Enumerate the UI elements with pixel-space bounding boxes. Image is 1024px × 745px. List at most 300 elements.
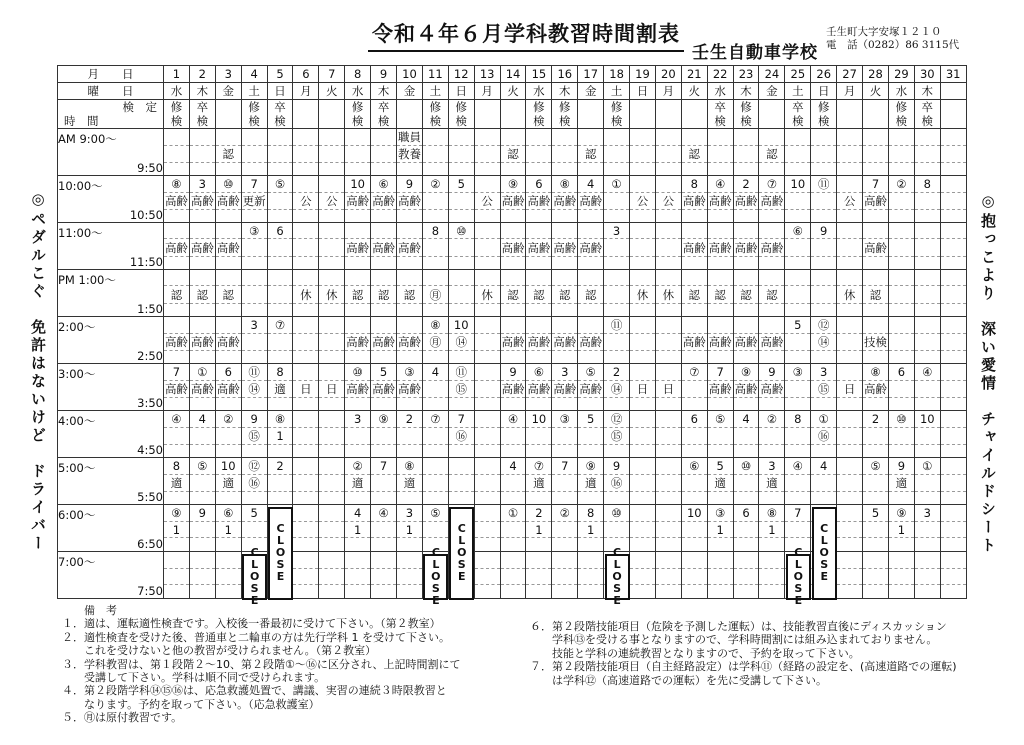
slot-gap xyxy=(241,398,267,411)
slot-gap xyxy=(578,398,604,411)
slot-top xyxy=(655,270,681,286)
slot-gap xyxy=(552,538,578,552)
slot-bottom xyxy=(604,381,630,398)
slot-top xyxy=(526,364,552,381)
slot-bottom xyxy=(164,239,190,256)
slot-value: ⑧ xyxy=(870,365,881,379)
school-address xyxy=(826,26,959,52)
slot-gap xyxy=(397,445,423,458)
slot-gap xyxy=(397,210,423,223)
slot-value: 高齢 xyxy=(734,382,758,396)
slot-value: 8 xyxy=(587,505,595,520)
slot-bottom xyxy=(215,568,241,585)
slot-top xyxy=(914,411,940,428)
slot-value: 高齢 xyxy=(190,335,214,349)
note-line: ３．学科教習は、第１段階２～10、第２段階①～⑯に区分され、上記時間割にて xyxy=(62,657,461,671)
slot-bottom xyxy=(552,381,578,398)
slot-top xyxy=(526,411,552,428)
slot-value: ⑩ xyxy=(740,459,752,473)
side-slogan-left: ◎ペダルこぐ 免許はないけど ドライバー xyxy=(29,190,47,553)
slot-value: ④ xyxy=(378,505,389,520)
day-number: 18 xyxy=(604,66,630,83)
close-letter: O xyxy=(275,546,286,559)
slot-top xyxy=(837,364,863,381)
close-letter: E xyxy=(250,593,259,607)
slot-gap xyxy=(863,585,889,599)
slot-bottom xyxy=(914,146,940,163)
slot-gap xyxy=(733,351,759,364)
slot-bottom xyxy=(474,381,500,398)
slot-gap xyxy=(759,398,785,411)
slot-bottom xyxy=(241,428,267,445)
slot-gap xyxy=(914,538,940,552)
slot-value: 適 xyxy=(895,476,908,490)
slot-gap xyxy=(863,351,889,364)
slot-bottom xyxy=(604,521,630,538)
slot-gap xyxy=(164,163,190,176)
slot-top xyxy=(630,458,656,475)
slot-gap xyxy=(681,351,707,364)
slot-gap xyxy=(319,492,345,505)
slot-bottom xyxy=(500,475,526,492)
slot-top xyxy=(940,505,966,522)
slot-top xyxy=(474,129,500,146)
slot-bottom xyxy=(888,334,914,351)
slot-top xyxy=(164,411,190,428)
day-number: 4 xyxy=(241,66,267,83)
slot-top xyxy=(759,505,785,522)
slot-gap xyxy=(578,351,604,364)
slot-top xyxy=(397,270,423,286)
slot-bottom xyxy=(215,286,241,303)
kentei-cell xyxy=(707,100,733,129)
slot-top xyxy=(448,129,474,146)
kentei-value: 修検 xyxy=(351,100,364,128)
period-start: 3:00～ xyxy=(58,367,96,381)
slot-gap xyxy=(811,303,837,316)
slot-value: 8 xyxy=(690,177,698,191)
note-line: なります。予約を取って下さい。（応急救護室） xyxy=(62,697,320,711)
slot-gap xyxy=(655,303,681,316)
slot-top xyxy=(630,505,656,522)
slot-top xyxy=(914,176,940,193)
slot-value: ⑥ xyxy=(689,459,700,473)
close-letter: S xyxy=(276,558,285,571)
weekday: 土 xyxy=(785,83,811,100)
slot-top xyxy=(164,129,190,146)
slot-top xyxy=(164,317,190,334)
slot-bottom xyxy=(164,286,190,303)
slot-gap xyxy=(371,303,397,316)
slot-value: 公 xyxy=(662,194,675,208)
slot-gap xyxy=(345,210,371,223)
slot-gap xyxy=(888,538,914,552)
slot-value: ① xyxy=(507,505,519,520)
slot-value: 高齢 xyxy=(579,382,603,396)
slot-bottom xyxy=(164,475,190,492)
close-letter: C xyxy=(276,522,285,535)
slot-gap xyxy=(914,210,940,223)
slot-value: 日 xyxy=(636,382,649,396)
slot-value: ⑥ xyxy=(223,505,234,520)
slot-top xyxy=(655,505,681,522)
kentei-cell xyxy=(267,100,293,129)
slot-gap xyxy=(345,492,371,505)
slot-gap xyxy=(940,398,966,411)
slot-value: 高齢 xyxy=(682,240,706,255)
weekday xyxy=(940,83,966,100)
slot-value: ⑨ xyxy=(171,505,182,520)
slot-bottom xyxy=(397,239,423,256)
slot-value: ⑪ xyxy=(248,365,260,379)
slot-value: 7 xyxy=(250,177,258,191)
slot-gap xyxy=(914,351,940,364)
slot-bottom xyxy=(914,428,940,445)
slot-bottom xyxy=(811,286,837,303)
slot-gap xyxy=(888,303,914,316)
period-end: 1:50 xyxy=(137,302,163,316)
slot-bottom xyxy=(940,381,966,398)
slot-value: 高齢 xyxy=(397,240,421,255)
close-letter: C xyxy=(457,522,466,535)
slot-value: ⑤ xyxy=(197,459,208,473)
slot-top xyxy=(267,223,293,239)
slot-gap xyxy=(552,398,578,411)
slot-bottom xyxy=(371,568,397,585)
close-letter: L xyxy=(432,557,440,571)
slot-bottom xyxy=(759,475,785,492)
slot-top xyxy=(888,411,914,428)
slot-gap xyxy=(655,210,681,223)
slot-gap xyxy=(474,256,500,269)
slot-top xyxy=(474,223,500,239)
slot-gap xyxy=(397,585,423,599)
slot-gap xyxy=(914,303,940,316)
kentei-value: 修検 xyxy=(429,100,442,128)
slot-bottom xyxy=(552,334,578,351)
slot-value: ⑤ xyxy=(870,459,881,473)
slot-top xyxy=(164,223,190,239)
slot-gap xyxy=(474,210,500,223)
slot-gap xyxy=(630,585,656,599)
slot-bottom xyxy=(707,334,733,351)
slot-top xyxy=(604,411,630,428)
weekday: 木 xyxy=(733,83,759,100)
slot-value: 適 xyxy=(222,476,234,490)
slot-value: ⑦ xyxy=(430,412,441,426)
slot-top xyxy=(293,364,319,381)
slot-bottom xyxy=(604,428,630,445)
slot-bottom xyxy=(526,521,552,538)
kentei-value: 修検 xyxy=(455,100,467,128)
close-marker xyxy=(268,507,293,600)
slot-gap xyxy=(655,585,681,599)
note-line: ２．適性検査を受けた後、普通車と二輪車の方は先行学科 1 を受けて下さい。 xyxy=(62,630,450,644)
slot-bottom xyxy=(914,475,940,492)
slot-top xyxy=(552,223,578,239)
slot-value: 公 xyxy=(326,194,338,208)
slot-bottom xyxy=(189,568,215,585)
slot-value: 5 xyxy=(250,505,258,520)
slot-bottom xyxy=(707,568,733,585)
slot-value: ⑨ xyxy=(896,505,907,520)
slot-value: 4 xyxy=(820,459,828,473)
slot-bottom xyxy=(914,568,940,585)
kentei-cell xyxy=(189,100,215,129)
slot-top xyxy=(914,129,940,146)
slot-value: 8 xyxy=(794,412,802,426)
slot-bottom xyxy=(681,334,707,351)
slot-value: 高齢 xyxy=(501,335,525,349)
slot-value: 1 xyxy=(768,522,776,537)
slot-value: 休 xyxy=(843,287,856,302)
slot-top xyxy=(552,458,578,475)
slot-value: 10 xyxy=(531,412,547,426)
slot-top xyxy=(164,364,190,381)
day-number: 28 xyxy=(863,66,889,83)
slot-top xyxy=(215,223,241,239)
slot-top xyxy=(707,458,733,475)
slot-top xyxy=(759,552,785,569)
slot-bottom xyxy=(267,146,293,163)
slot-gap xyxy=(448,303,474,316)
slot-gap xyxy=(888,256,914,269)
close-letter: L xyxy=(820,534,828,547)
slot-value: 高齢 xyxy=(527,240,551,255)
slot-top xyxy=(604,176,630,193)
slot-value: ⑨ xyxy=(507,177,519,191)
slot-gap xyxy=(293,303,319,316)
slot-gap xyxy=(785,163,811,176)
slot-bottom xyxy=(604,286,630,303)
slot-gap xyxy=(189,398,215,411)
slot-gap xyxy=(578,538,604,552)
slot-bottom xyxy=(371,428,397,445)
day-number: 30 xyxy=(914,66,940,83)
slot-gap xyxy=(526,445,552,458)
slot-value: 6 xyxy=(276,223,284,238)
slot-top xyxy=(863,129,889,146)
slot-gap xyxy=(215,210,241,223)
slot-value: 高齢 xyxy=(734,240,758,255)
close-letter: C xyxy=(250,545,259,559)
close-marker xyxy=(786,545,811,607)
slot-value: ⑮ xyxy=(455,382,467,396)
slot-top xyxy=(914,505,940,522)
slot-value: ⑭ xyxy=(817,335,830,349)
slot-bottom xyxy=(811,146,837,163)
slot-top xyxy=(448,176,474,193)
day-number: 25 xyxy=(785,66,811,83)
slot-value: 高齢 xyxy=(216,194,240,208)
slot-top xyxy=(526,552,552,569)
slot-bottom xyxy=(863,334,889,351)
slot-bottom xyxy=(189,334,215,351)
slot-bottom xyxy=(319,521,345,538)
slot-top xyxy=(267,317,293,334)
slot-top xyxy=(371,364,397,381)
kentei-cell xyxy=(422,100,448,129)
slot-bottom xyxy=(914,239,940,256)
slot-value: 認 xyxy=(222,147,234,161)
slot-gap xyxy=(837,445,863,458)
month-day-header: 月 日 xyxy=(58,66,164,83)
slot-gap xyxy=(552,163,578,176)
slot-value: 適 xyxy=(274,382,286,396)
day-number: 29 xyxy=(888,66,914,83)
kentei-cell xyxy=(681,100,707,129)
slot-gap xyxy=(863,303,889,316)
slot-value: 日 xyxy=(326,382,338,396)
slot-top xyxy=(526,176,552,193)
slot-gap xyxy=(940,210,966,223)
slot-bottom xyxy=(215,521,241,538)
slot-top xyxy=(345,223,371,239)
slot-top xyxy=(785,270,811,286)
slot-top xyxy=(474,411,500,428)
period-start: 6:00～ xyxy=(58,508,96,522)
slot-top xyxy=(345,317,371,334)
slot-top xyxy=(888,552,914,569)
slot-gap xyxy=(526,351,552,364)
slot-top xyxy=(215,364,241,381)
slot-bottom xyxy=(811,381,837,398)
kentei-value: 卒検 xyxy=(274,100,286,128)
slot-bottom xyxy=(759,568,785,585)
slot-gap xyxy=(837,538,863,552)
slot-top xyxy=(397,129,423,146)
slot-bottom xyxy=(319,239,345,256)
slot-top xyxy=(837,458,863,475)
slot-bottom xyxy=(681,193,707,210)
slot-value: 7 xyxy=(561,459,569,473)
slot-value: 高齢 xyxy=(346,194,370,208)
slot-gap xyxy=(345,163,371,176)
slot-bottom xyxy=(681,381,707,398)
slot-top xyxy=(164,458,190,475)
day-number: 12 xyxy=(448,66,474,83)
slot-gap xyxy=(681,445,707,458)
slot-bottom xyxy=(604,193,630,210)
slot-value: 高齢 xyxy=(734,335,758,349)
slot-value: 4 xyxy=(509,459,517,473)
close-letter: S xyxy=(613,581,622,595)
period-time-label xyxy=(58,129,164,176)
slot-top xyxy=(189,176,215,193)
slot-value: 認 xyxy=(196,287,209,302)
slot-bottom xyxy=(397,381,423,398)
slot-gap xyxy=(164,303,190,316)
slot-bottom xyxy=(655,286,681,303)
slot-gap xyxy=(189,351,215,364)
slot-top xyxy=(604,458,630,475)
slot-bottom xyxy=(604,239,630,256)
slot-bottom xyxy=(914,334,940,351)
slot-bottom xyxy=(785,475,811,492)
slot-top xyxy=(604,505,630,522)
note-line: 受講して下さい。学科は順不同で受けられます。 xyxy=(62,671,326,685)
slot-value: ⑯ xyxy=(248,476,260,490)
slot-value: ② xyxy=(766,412,778,426)
slot-gap xyxy=(293,256,319,269)
slot-gap xyxy=(293,585,319,599)
slot-bottom xyxy=(888,428,914,445)
slot-gap xyxy=(914,585,940,599)
slot-top xyxy=(630,176,656,193)
slot-bottom xyxy=(500,568,526,585)
slot-top xyxy=(397,223,423,239)
weekday: 火 xyxy=(500,83,526,100)
slot-top xyxy=(837,505,863,522)
slot-top xyxy=(759,411,785,428)
kentei-value: 卒検 xyxy=(377,100,390,128)
slot-gap xyxy=(164,538,190,552)
period-start: 11:00～ xyxy=(58,226,103,240)
slot-gap xyxy=(422,492,448,505)
slot-value: ③ xyxy=(404,365,415,379)
slot-bottom xyxy=(500,146,526,163)
slot-value: 1 xyxy=(405,522,414,537)
slot-top xyxy=(526,270,552,286)
slot-gap xyxy=(189,210,215,223)
slot-top xyxy=(863,317,889,334)
slot-value: ⑧ xyxy=(171,177,182,191)
kentei-value: 卒検 xyxy=(792,100,804,128)
kentei-cell xyxy=(164,100,190,129)
period-time-label xyxy=(58,505,164,552)
slot-top xyxy=(578,317,604,334)
slot-gap xyxy=(345,538,371,552)
slot-top xyxy=(707,552,733,569)
slot-gap xyxy=(552,585,578,599)
slot-top xyxy=(371,505,397,522)
slot-gap xyxy=(914,445,940,458)
slot-top xyxy=(681,176,707,193)
slot-bottom xyxy=(345,239,371,256)
slot-value: 1 xyxy=(354,522,362,537)
slot-bottom xyxy=(397,286,423,303)
slot-value: ④ xyxy=(171,412,182,426)
slot-gap xyxy=(888,445,914,458)
slot-bottom xyxy=(733,146,759,163)
slot-top xyxy=(707,317,733,334)
close-letter: C xyxy=(820,522,829,535)
slot-gap xyxy=(241,163,267,176)
slot-value: 高齢 xyxy=(501,194,525,208)
period-start: 7:00～ xyxy=(58,555,96,569)
slot-top xyxy=(707,505,733,522)
kentei-value: 卒検 xyxy=(921,100,934,128)
slot-bottom xyxy=(681,428,707,445)
close-letter: C xyxy=(613,545,622,559)
slot-top xyxy=(474,317,500,334)
slot-value: 教養 xyxy=(397,147,421,161)
slot-gap xyxy=(189,585,215,599)
slot-top xyxy=(319,458,345,475)
slot-bottom xyxy=(578,286,604,303)
slot-top xyxy=(189,270,215,286)
slot-value: 高齢 xyxy=(164,335,188,349)
school-name: 壬生自動車学校 xyxy=(692,43,818,63)
slot-gap xyxy=(500,492,526,505)
slot-top xyxy=(578,552,604,569)
weekday-header: 曜 日 xyxy=(58,83,164,100)
close-letter: O xyxy=(793,569,803,583)
slot-gap xyxy=(707,585,733,599)
slot-value: 1 xyxy=(897,522,906,537)
slot-value: ② xyxy=(896,177,907,191)
weekday: 水 xyxy=(345,83,371,100)
